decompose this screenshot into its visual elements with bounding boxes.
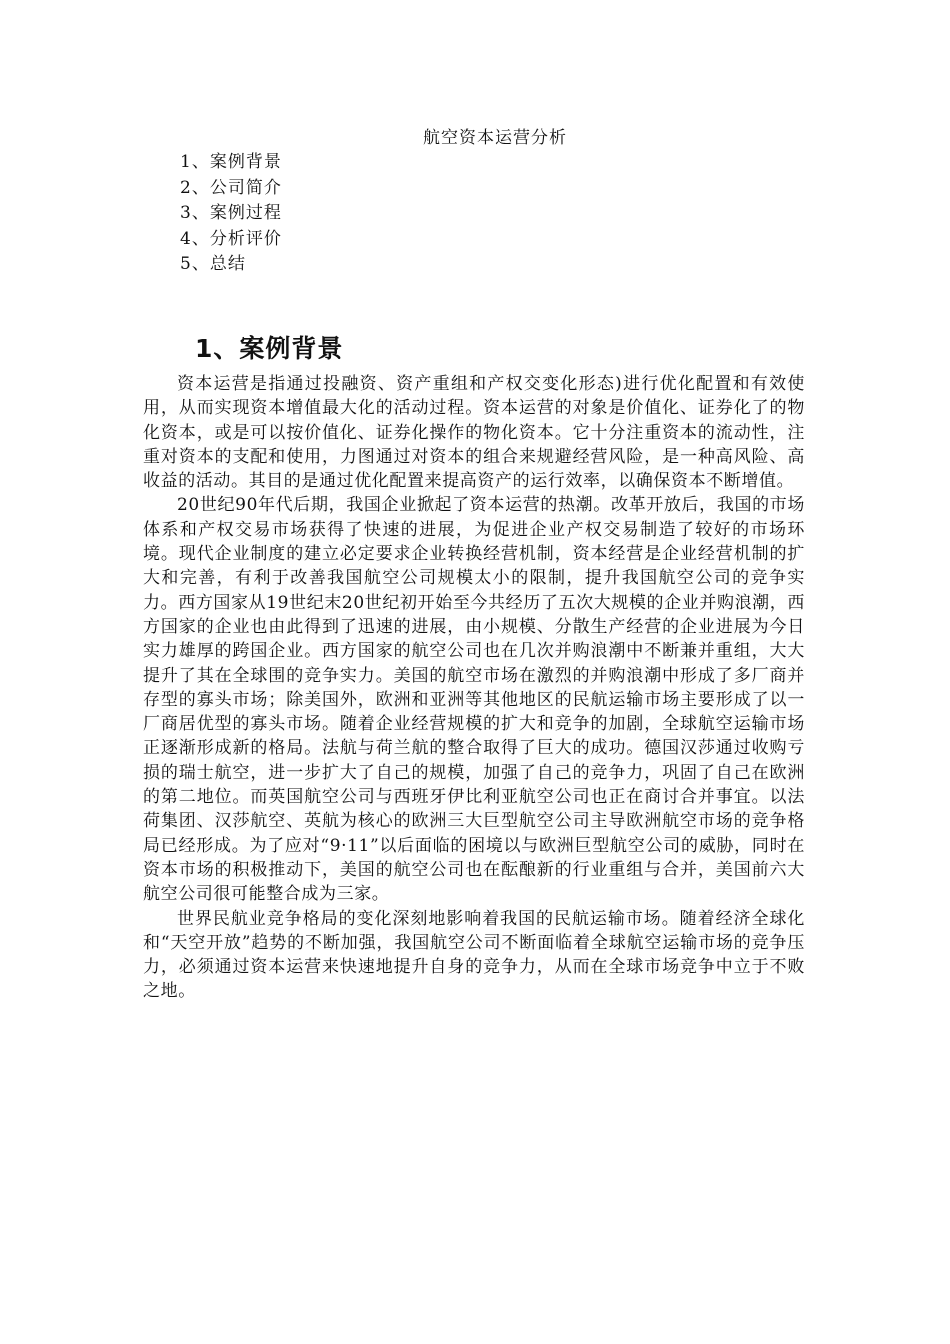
document-title: 航空资本运营分析 <box>423 128 567 148</box>
paragraph: 20世纪90年代后期，我国企业掀起了资本运营的热潮。改革开放后，我国的市场体系和产权交易市场获得了快速的进展，为促进企业产权交易制造了较好的市场环境。现代企业制度的建立必定要求企业转换经营机制，资本经营是企业经营机制的扩大和完善，有利于改善我国航空公司规模太小的限制，提升我国航空公司的竞争实力。西方国家从19世纪末20世纪初开始至今共经历了五次大规模的企业并购浪潮，西方国家的企业也由此得到了迅速的进展，由小规模、分散生产经营的企业进展为今日实力雄厚的跨国企业。西方国家的航空公司也在几次并购浪潮中不断兼并重组，大大提升了其在全球围的竞争实力。美国的航空市场在激烈的并购浪潮中形成了多厂商并存型的寡头市场；除美国外，欧洲和亚洲等其他地区的民航运输市场主要形成了以一厂商居优型的寡头市场。随着企业经营规模的扩大和竞争的加剧，全球航空运输市场正逐渐形成新的格局。法航与荷兰航的整合取得了巨大的成功。德国汉莎通过收购亏损的瑞士航空，进一步扩大了自己的规模，加强了自己的竞争力，巩固了自己在欧洲的第二地位。而英国航空公司与西班牙伊比利亚航空公司也正在商讨合并事宜。以法荷集团、汉莎航空、英航为核心的欧洲三大巨型航空公司主导欧洲航空市场的竞争格局已经形成。为了应对“9·11”以后面临的困境以与欧洲巨型航空公司的威胁，同时在资本市场的积极推动下，美国的航空公司也在酝酿新的行业重组与合并，美国前六大航空公司很可能整合成为三家。 <box>143 495 805 905</box>
section-body <box>143 372 805 1004</box>
toc-item: 5、总结 <box>180 254 246 274</box>
paragraph: 世界民航业竞争格局的变化深刻地影响着我国的民航运输市场。随着经济全球化和“天空开放”趋势的不断加强，我国航空公司不断面临着全球航空运输市场的竞争压力，必须通过资本运营来快速地提升自身的竞争力，从而在全球市场竞争中立于不败之地。 <box>143 908 805 1002</box>
table-of-contents <box>180 150 282 278</box>
paragraph: 资本运营是指通过投融资、资产重组和产权交变化形态)进行优化配置和有效使用，从而实现资本增值最大化的活动过程。资本运营的对象是价值化、证券化了的物化资本，或是可以按价值化、证券化操作的物化资本。它十分注重资本的流动性，注重对资本的支配和使用，力图通过对资本的组合来规避经营风险，是一种高风险、高收益的活动。其目的是通过优化配置来提高资产的运行效率，以确保资本不断增值。 <box>143 374 805 492</box>
section-heading: 1、案例背景 <box>195 334 344 363</box>
toc-item: 2、公司简介 <box>180 177 282 198</box>
toc-item: 1、案例背景 <box>180 152 282 172</box>
toc-item: 4、分析评价 <box>180 228 282 249</box>
toc-item: 3、案例过程 <box>180 203 282 223</box>
